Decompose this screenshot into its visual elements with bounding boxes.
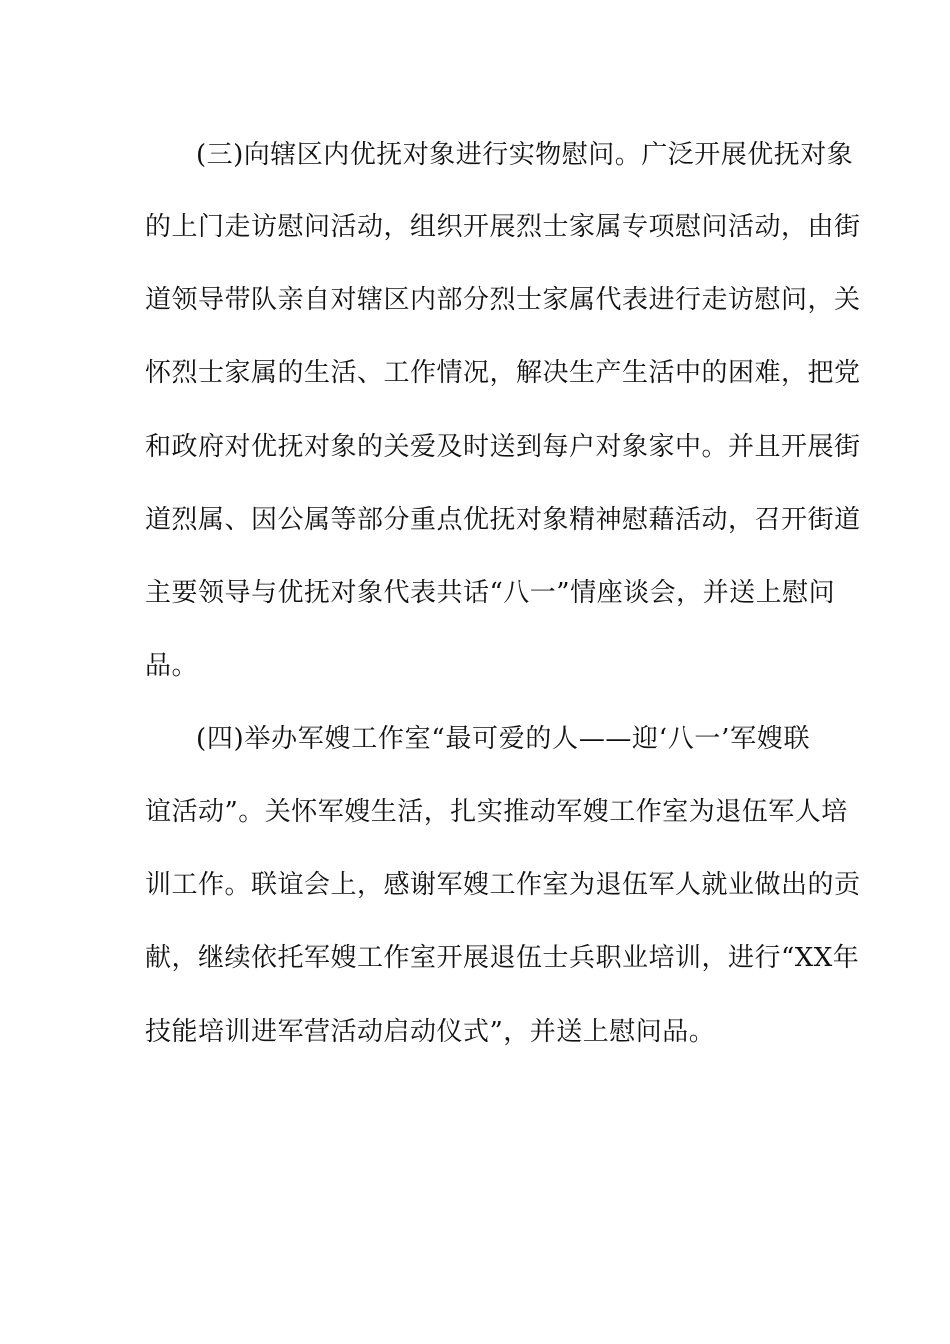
paragraph-2-line-5: 技能培训进军营活动启动仪式”，并送上慰问品。 (145, 1017, 716, 1047)
paragraph-2-line-2: 谊活动”。关怀军嫂生活，扎实推动军嫂工作室为退伍军人培 (145, 797, 848, 827)
paragraph-2-line-4: 献，继续依托军嫂工作室开展退伍士兵职业培训，进行“XX年 (145, 943, 860, 973)
paragraph-1-line-6: 道烈属、因公属等部分重点优抚对象精神慰藉活动，召开街道 (145, 505, 861, 535)
paragraph-1-line-8: 品。 (145, 651, 199, 681)
paragraph-1-line-4: 怀烈士家属的生活、工作情况，解决生产生活中的困难，把党 (145, 358, 861, 388)
paragraph-2-line-1: (四)举办军嫂工作室“最可爱的人——迎‘八一’军嫂联 (196, 724, 810, 754)
paragraph-1-line-3: 道领导带队亲自对辖区内部分烈士家属代表进行走访慰问，关 (145, 285, 861, 315)
paragraph-2-line-3: 训工作。联谊会上，感谢军嫂工作室为退伍军人就业做出的贡 (145, 870, 861, 900)
paragraph-1-line-1: (三)向辖区内优抚对象进行实物慰问。广泛开展优抚对象 (196, 140, 854, 170)
paragraph-1-line-7: 主要领导与优抚对象代表共话“八一”情座谈会，并送上慰问 (145, 578, 836, 608)
paragraph-1-line-2: 的上门走访慰问活动，组织开展烈士家属专项慰问活动，由街 (145, 212, 861, 242)
paragraph-1-line-5: 和政府对优抚对象的关爱及时送到每户对象家中。并且开展街 (145, 432, 861, 462)
